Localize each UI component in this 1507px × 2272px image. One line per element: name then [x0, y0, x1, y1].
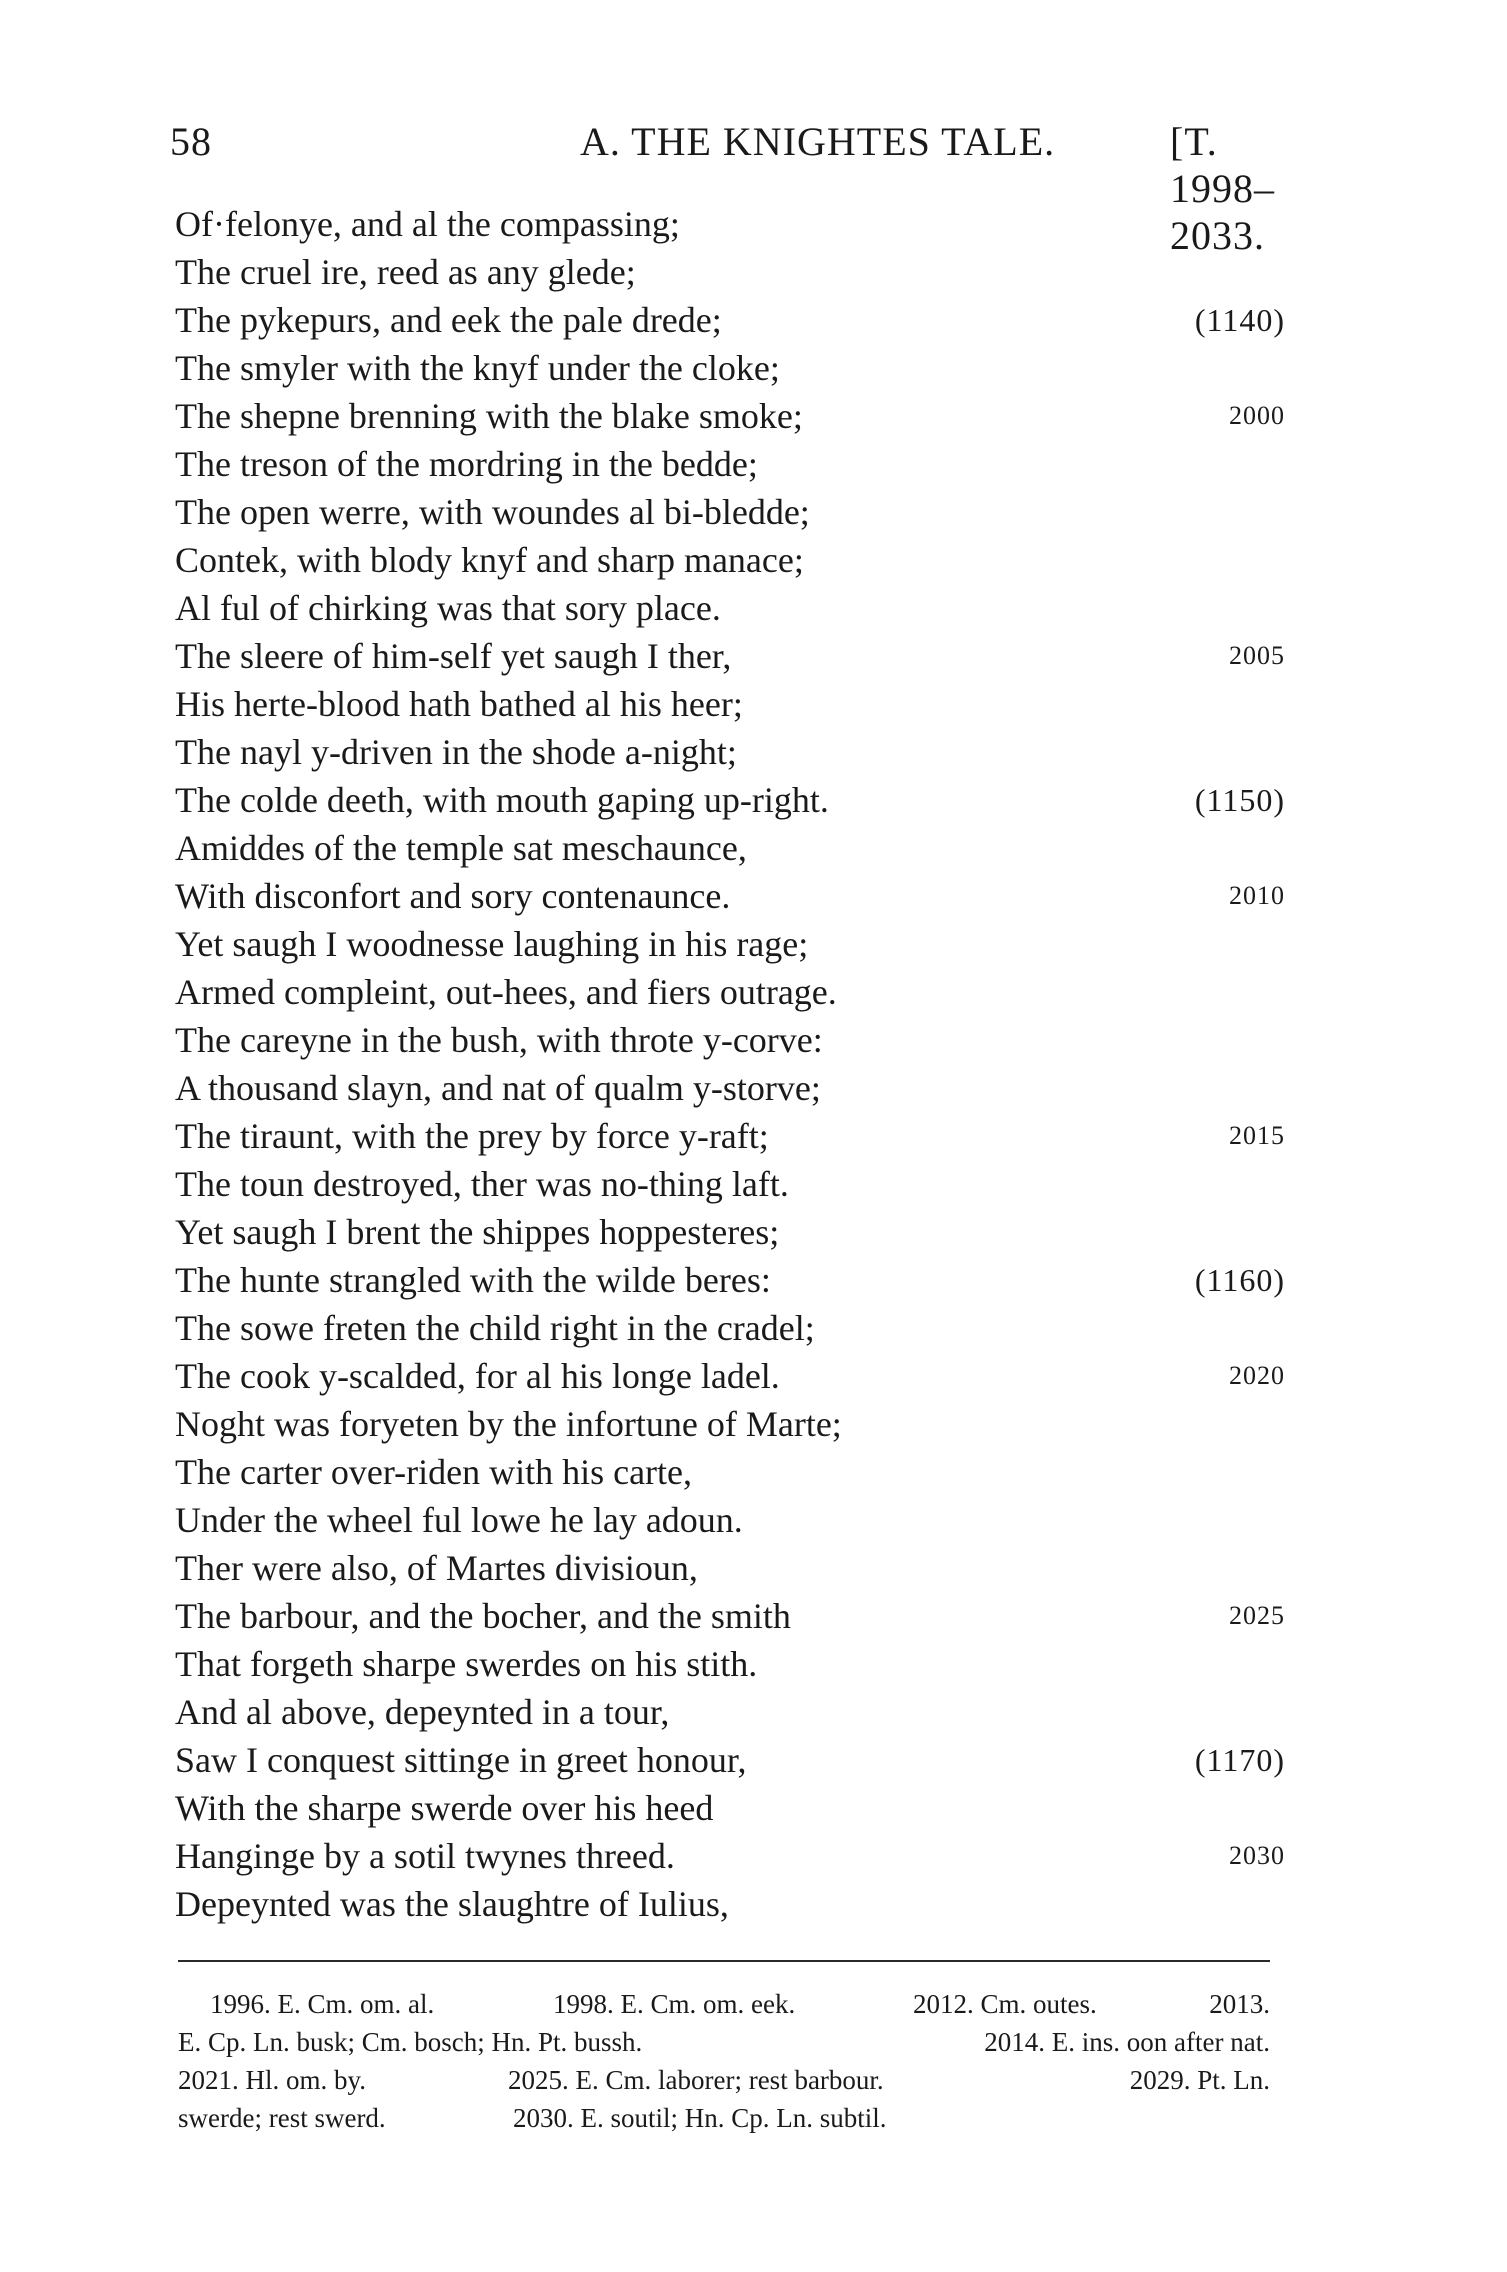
poem-line [175, 1448, 1285, 1496]
verse-text: And al above, depeynted in a tour, [175, 1692, 670, 1732]
poem-line [175, 344, 1285, 392]
poem-line [175, 1880, 1285, 1928]
poem-line [175, 1544, 1285, 1592]
verse-text: The open werre, with woundes al bi-bledde; [175, 492, 810, 532]
poem-line [175, 632, 1285, 680]
verse-text: Saw I conquest sittinge in greet honour, [175, 1740, 747, 1780]
poem-line [175, 968, 1285, 1016]
verse-text: The careyne in the bush, with throte y-corve: [175, 1020, 823, 1060]
poem-line [175, 680, 1285, 728]
verse-text: Al ful of chirking was that sory place. [175, 588, 721, 628]
line-number: 2000 [1229, 401, 1285, 430]
poem-line [175, 200, 1285, 248]
footnote-entry: 2013. [1209, 1989, 1270, 2019]
verse-text: Noght was foryeten by the infortune of Marte; [175, 1404, 842, 1444]
verse-text: Armed compleint, out-hees, and fiers outrage. [175, 972, 837, 1012]
verse-text: That forgeth sharpe swerdes on his stith. [175, 1644, 758, 1684]
line-number: 2005 [1229, 641, 1285, 670]
footnotes [178, 1985, 1270, 2137]
verse-text: With disconfort and sory contenaunce. [175, 876, 731, 916]
verse-text: Depeynted was the slaughtre of Iulius, [175, 1884, 729, 1924]
poem-line [175, 1784, 1285, 1832]
verse-text: A thousand slayn, and nat of qualm y-storve; [175, 1068, 821, 1108]
poem-line [175, 1256, 1285, 1304]
verse-text: The barbour, and the bocher, and the smith [175, 1596, 791, 1636]
poem-line [175, 824, 1285, 872]
verse-text: The colde deeth, with mouth gaping up-right. [175, 780, 829, 820]
line-number: 2025 [1229, 1601, 1285, 1630]
poem-line [175, 920, 1285, 968]
poem-line [175, 728, 1285, 776]
footnote-entry: E. Cp. Ln. busk; Cm. bosch; Hn. Pt. bussh. [178, 2027, 643, 2057]
verse-text: The nayl y-driven in the shode a-night; [175, 732, 737, 772]
verse-text: The toun destroyed, ther was no-thing laft. [175, 1164, 789, 1204]
verse-text: The pykepurs, and eek the pale drede; [175, 300, 722, 340]
running-title: A. THE KNIGHTES TALE. [580, 119, 1056, 164]
footnote-entry: 2030. E. soutil; Hn. Cp. Ln. subtil. [513, 2103, 887, 2133]
poem-line [175, 776, 1285, 824]
footnote-line [178, 1985, 1270, 2023]
verse-text: The sleere of him-self yet saugh I ther, [175, 636, 732, 676]
verse-text: His herte-blood hath bathed al his heer; [175, 684, 743, 724]
verse-text: The shepne brenning with the blake smoke; [175, 396, 803, 436]
footnote-entry: 1996. E. Cm. om. al. [210, 1989, 435, 2019]
footnote-line [178, 2099, 1270, 2137]
poem-line [175, 1400, 1285, 1448]
footnote-entry: 1998. E. Cm. om. eek. [553, 1989, 796, 2019]
verse-text: The carter over-riden with his carte, [175, 1452, 693, 1492]
verse-text: Yet saugh I brent the shippes hoppesteres; [175, 1212, 780, 1252]
verse-text: Yet saugh I woodnesse laughing in his rage; [175, 924, 809, 964]
poem-line [175, 584, 1285, 632]
poem-line [175, 440, 1285, 488]
verse-text: With the sharpe swerde over his heed [175, 1788, 714, 1828]
line-number: (1160) [1194, 1262, 1285, 1298]
verse-text: Under the wheel ful lowe he lay adoun. [175, 1500, 743, 1540]
poem-line [175, 1640, 1285, 1688]
poem-line [175, 392, 1285, 440]
verse-text: The cook y-scalded, for al his longe ladel. [175, 1356, 780, 1396]
line-number: 2010 [1229, 881, 1285, 910]
page-number: 58 [170, 119, 212, 164]
line-number: (1170) [1194, 1742, 1285, 1778]
line-range: [T. 1998–2033. [1170, 119, 1275, 258]
footnote-entry: 2025. E. Cm. laborer; rest barbour. [508, 2065, 884, 2095]
verse-text: The hunte strangled with the wilde beres: [175, 1260, 771, 1300]
verse-text: Hanginge by a sotil twynes threed. [175, 1836, 675, 1876]
line-number: (1140) [1194, 302, 1285, 338]
poem-line [175, 1208, 1285, 1256]
poem-line [175, 872, 1285, 920]
footnote-line [178, 2023, 1270, 2061]
poem-line [175, 1160, 1285, 1208]
verse-text: The smyler with the knyf under the cloke; [175, 348, 780, 388]
verse-text: Amiddes of the temple sat meschaunce, [175, 828, 747, 868]
poem-line [175, 488, 1285, 536]
poem-line [175, 1736, 1285, 1784]
poem-line [175, 1304, 1285, 1352]
footnote-line [178, 2061, 1270, 2099]
verse-text: The cruel ire, reed as any glede; [175, 252, 636, 292]
line-number: 2020 [1229, 1361, 1285, 1390]
footnote-entry: 2012. Cm. outes. [913, 1989, 1097, 2019]
verse-text: The tiraunt, with the prey by force y-raft; [175, 1116, 769, 1156]
footnote-entry: 2021. Hl. om. by. [178, 2065, 366, 2095]
poem-line [175, 248, 1285, 296]
footnote-entry: 2029. Pt. Ln. [1129, 2065, 1270, 2095]
verse-text: The treson of the mordring in the bedde; [175, 444, 758, 484]
poem-line [175, 1016, 1285, 1064]
poem-line [175, 296, 1285, 344]
poem-line [175, 1592, 1285, 1640]
line-number: (1150) [1194, 782, 1285, 818]
poem-line [175, 536, 1285, 584]
verse-text: Of·felonye, and al the compassing; [175, 204, 680, 244]
line-number: 2015 [1229, 1121, 1285, 1150]
footnote-divider [178, 1960, 1270, 1962]
poem-line [175, 1352, 1285, 1400]
poem-line [175, 1496, 1285, 1544]
poem-line [175, 1832, 1285, 1880]
footnote-entry: 2014. E. ins. oon after nat. [984, 2027, 1270, 2057]
poem-line [175, 1688, 1285, 1736]
line-number: 2030 [1229, 1841, 1285, 1870]
verse-text: The sowe freten the child right in the cradel; [175, 1308, 815, 1348]
poem-text [175, 200, 1285, 1928]
verse-text: Ther were also, of Martes divisioun, [175, 1548, 698, 1588]
footnote-entry: swerde; rest swerd. [178, 2103, 386, 2133]
poem-line [175, 1064, 1285, 1112]
verse-text: Contek, with blody knyf and sharp manace; [175, 540, 804, 580]
poem-line [175, 1112, 1285, 1160]
